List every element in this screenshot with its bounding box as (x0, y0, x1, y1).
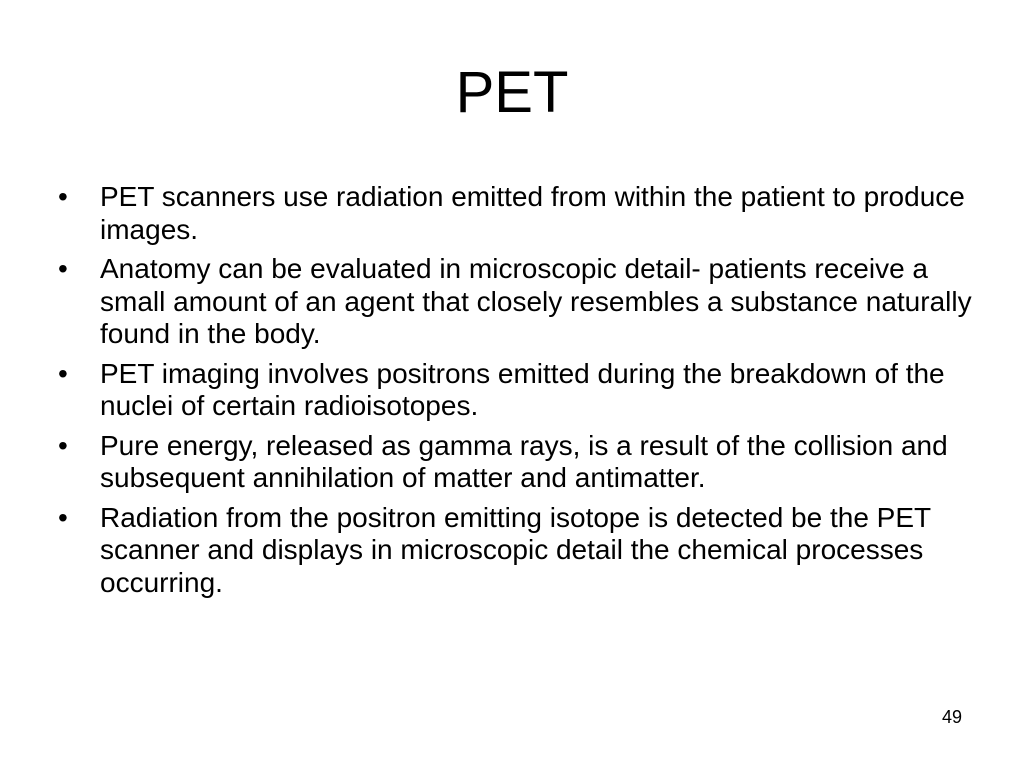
bullet-text: PET scanners use radiation emitted from within the patient to produce images. (100, 181, 965, 245)
bullet-item (58, 253, 983, 351)
bullet-glyph: • (58, 429, 68, 461)
bullet-text: Radiation from the positron emitting isotope is detected be the PET scanner and displays in microscopic detail the chemical processes occurring. (100, 501, 931, 598)
bullet-item (58, 181, 983, 246)
slide-title: PET (455, 60, 569, 125)
bullet-text: PET imaging involves positrons emitted during the breakdown of the nuclei of certain radioisotopes. (100, 357, 945, 421)
bullet-item (58, 502, 983, 600)
bullet-text: Pure energy, released as gamma rays, is a result of the collision and subsequent annihilation of matter and antimatter. (100, 429, 948, 493)
bullet-item (58, 430, 983, 495)
bullet-item (58, 358, 983, 423)
bullet-glyph: • (58, 357, 68, 389)
bullet-glyph: • (58, 501, 68, 533)
slide-number: 49 (941, 707, 962, 727)
bullet-glyph: • (58, 253, 68, 284)
bullet-list (58, 181, 983, 606)
bullet-glyph: • (58, 181, 68, 212)
bullet-text: Anatomy can be evaluated in microscopic detail- patients receive a small amount of an agent that closely resembles a substance naturally found in the body. (100, 253, 972, 349)
